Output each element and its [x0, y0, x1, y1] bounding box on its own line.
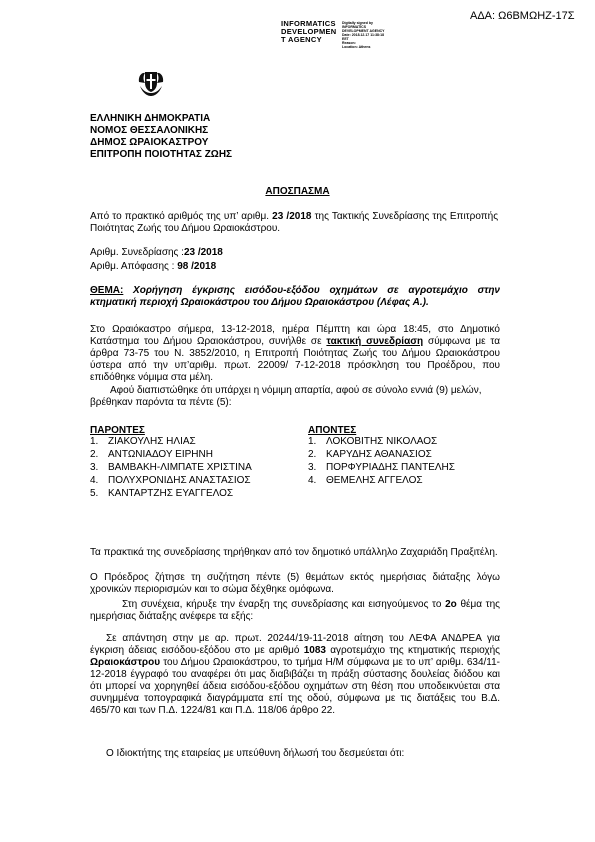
- absent-list: [308, 436, 508, 487]
- authority-header: [90, 113, 232, 161]
- absent-member-number: 4.: [308, 475, 317, 486]
- agency-line-3: T AGENCY: [281, 35, 322, 44]
- present-member: [90, 449, 275, 461]
- present-label: ΠΑΡΟΝΤΕΣ: [90, 425, 145, 436]
- agency-line-2: DEVELOPMEN: [281, 27, 337, 36]
- present-member-number: 3.: [90, 462, 99, 473]
- plot-number: 1083: [303, 645, 326, 656]
- absent-members: [308, 425, 508, 488]
- absent-member-name: ΠΟΡΦΥΡΙΑΔΗΣ ΠΑΝΤΕΛΗΣ: [326, 462, 455, 473]
- subject: [90, 285, 500, 309]
- meeting-paragraph: Στο Ωραιόκαστρο σήμερα, 13-12-2018, ημέρα Πέμπτη και ώρα 18:45, στο Δημοτικό Κατάστημα του Δήμου Ωραιοκάστρου, συνήλθε σε τακτική συνεδρίαση σύμφωνα με τα άρθρα 73-75 του Ν. 3852/2010, η Επιτροπή Ποιότητας Ζωής του Δήμου Ωραιοκάστρου ύστερα από την υπ’αριθμ. πρωτ. 22009/ 7-12-2018 πρόσκληση του Προέδρου, που επιδόθηκε νόμιμα στα μέλη.: [90, 324, 500, 383]
- header-country: ΕΛΛΗΝΙΚΗ ΔΗΜΟΚΡΑΤΙΑ: [90, 113, 211, 124]
- area-name: Ωραιοκάστρου: [90, 657, 161, 668]
- present-list: [90, 436, 275, 500]
- present-member: [90, 462, 275, 474]
- absent-label: ΑΠΟΝΤΕΣ: [308, 425, 357, 436]
- next-topic: Στη συνέχεια, κήρυξε την έναρξη της συνεδρίασης και εισηγούμενος το 2ο θέμα της ημερήσιας διάταξης ανέφερε τα εξής:: [90, 599, 500, 622]
- present-member: [90, 436, 275, 448]
- minutes-keeper: Τα πρακτικά της συνεδρίασης τηρήθηκαν από τον δημοτικό υπάλληλο Ζαχαριάδη Πραξιτέλη.: [90, 547, 498, 558]
- present-member-number: 4.: [90, 475, 99, 486]
- president-request: Ο Πρόεδρος ζήτησε τη συζήτηση πέντε (5) θεμάτων εκτός ημερήσιας διάταξης λόγω χρονικών περιορισμών και το σώμα δέχθηκε ομόφωνα.: [90, 572, 500, 595]
- present-members: [90, 425, 275, 501]
- present-member-name: ΑΝΤΩΝΙΑΔΟΥ ΕΙΡΗΝΗ: [108, 449, 213, 460]
- digital-signature-agency: [281, 20, 337, 44]
- absent-member: [308, 436, 508, 448]
- regular-session: τακτική συνεδρίαση: [326, 336, 424, 347]
- header-prefecture: ΝΟΜΟΣ ΘΕΣΣΑΛΟΝΙΚΗΣ: [90, 125, 209, 136]
- greek-emblem-icon: [136, 68, 166, 98]
- minutes-number: 23 /2018: [272, 211, 312, 222]
- quorum-paragraph: Αφού διαπιστώθηκε ότι υπάρχει η νόμιμη απαρτία, αφού σε σύνολο εννιά (9) μελών, βρέθηκαν παρόντα τα πέντε (5):: [90, 385, 482, 408]
- absent-member: [308, 475, 508, 487]
- present-member: [90, 488, 275, 500]
- absent-member-number: 2.: [308, 449, 317, 460]
- ada-code: ΑΔΑ: Ω6ΒΜΩΗΖ-17Σ: [470, 10, 575, 22]
- subject-label: ΘΕΜΑ:: [90, 285, 124, 296]
- present-member-name: ΠΟΛΥΧΡΟΝΙΔΗΣ ΑΝΑΣΤΑΣΙΟΣ: [108, 475, 251, 486]
- present-member-number: 1.: [90, 436, 99, 447]
- absent-member-name: ΛΟΚΟΒΙΤΗΣ ΝΙΚΟΛΑΟΣ: [326, 436, 438, 447]
- absent-member: [308, 449, 508, 461]
- present-member-number: 5.: [90, 488, 99, 499]
- header-committee: ΕΠΙΤΡΟΠΗ ΠΟΙΟΤΗΤΑΣ ΖΩΗΣ: [90, 149, 233, 160]
- present-member-name: ΚΑΝΤΑΡΤΖΗΣ ΕΥΑΓΓΕΛΟΣ: [108, 488, 234, 499]
- present-member: [90, 475, 275, 487]
- decision-number: Αριθμ. Απόφασης : 98 /2018: [90, 261, 217, 272]
- session-number: Αριθμ. Συνεδρίασης :23 /2018: [90, 247, 223, 258]
- document-title: ΑΠΟΣΠΑΣΜΑ: [265, 186, 330, 197]
- response-paragraph: Σε απάντηση στην με αρ. πρωτ. 20244/19-11-2018 αίτηση του ΛΕΦΑ ΑΝΔΡΕΑ για έγκριση άδειας εισόδου-εξόδου στο με αριθμό 1083 αγροτεμάχιο της κτηματικής περιοχής Ωραιοκάστρου του Δήμου Ωραιοκάστρου, το τμήμα Η/Μ σύμφωνα με το υπ’ αριθμ. 634/11-12-2018 έγγραφό του αναφέρει ότι μας διαβιβάζει τη πράξη σύστασης δουλείας διόδου και ότι μπορεί να χορηγηθεί άδεια εισόδου-εξόδου οχημάτων στη θέση που υποδεικνύεται στα συνημμένα τοπογραφικά διαγράμματα επί της οδού, σύμφωνα με τις διατάξεις του Β.Δ. 465/70 και των Π.Δ. 1224/81 και Π.Δ. 118/06 άρθρο 22.: [90, 633, 500, 716]
- absent-member-name: ΘΕΜΕΛΗΣ ΑΓΓΕΛΟΣ: [326, 475, 423, 486]
- present-member-name: ΒΑΜΒΑΚΗ-ΛΙΜΠΑΤΕ ΧΡΙΣΤΙΝΑ: [108, 462, 252, 473]
- absent-member-number: 1.: [308, 436, 317, 447]
- header-municipality: ΔΗΜΟΣ ΩΡΑΙΟΚΑΣΤΡΟΥ: [90, 137, 209, 148]
- present-member-name: ΖΙΑΚΟΥΛΗΣ ΗΛΙΑΣ: [108, 436, 196, 447]
- absent-member-number: 3.: [308, 462, 317, 473]
- digital-signature-details: Digitally signed by INFORMATICS DEVELOPMENT AGENCY Date: 2018.12.17 11:38:18 EET Reason: Location: Athens: [342, 21, 385, 49]
- subject-text: Χορήγηση έγκρισης εισόδου-εξόδου οχημάτων σε αγροτεμάχιο στην κτηματική περιοχή Ωραιοκάστρου του Δήμου Ωραιοκάστρου (Λέφας Α.).: [90, 285, 500, 308]
- intro-paragraph: Από το πρακτικό αριθμός της υπ’ αριθμ. 23 /2018 της Τακτικής Συνεδρίασης της Επιτροπής Ποιότητας Ζωής του Δήμου Ωραιοκάστρου.: [90, 211, 499, 234]
- absent-member-name: ΚΑΡΥΔΗΣ ΑΘΑΝΑΣΙΟΣ: [326, 449, 432, 460]
- topic-number: 2ο: [445, 599, 457, 610]
- present-member-number: 2.: [90, 449, 99, 460]
- absent-member: [308, 462, 508, 474]
- agency-line-1: INFORMATICS: [281, 19, 336, 28]
- owner-statement: Ο Ιδιοκτήτης της εταιρείας με υπεύθυνη δήλωσή του δεσμεύεται ότι:: [106, 748, 405, 759]
